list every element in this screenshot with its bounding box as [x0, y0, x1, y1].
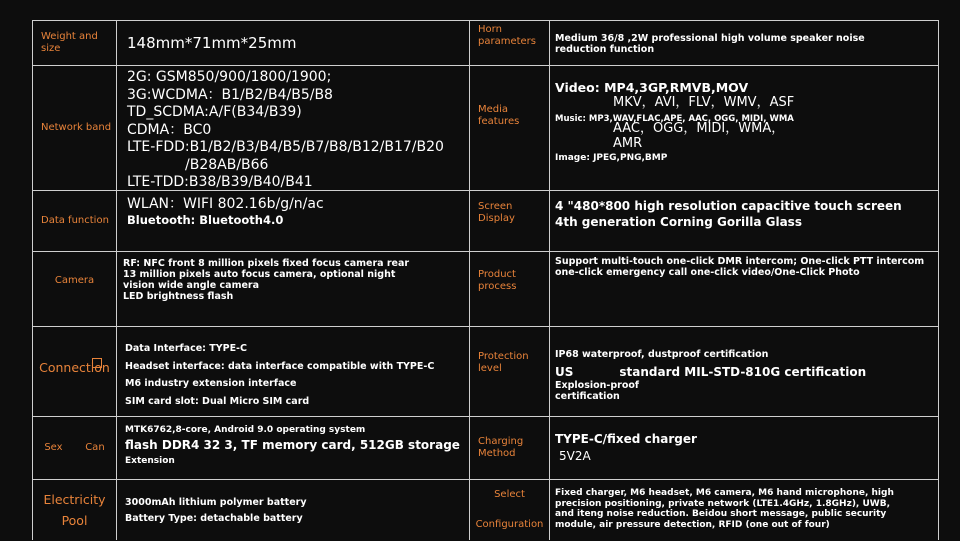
label-screen-display	[470, 191, 549, 235]
value-line: Support multi-touch one-click DMR intercom; One-click PTT intercom	[555, 256, 925, 267]
label-text: Select	[494, 489, 525, 500]
value-connection	[120, 340, 465, 410]
value-line: AMR	[613, 136, 643, 151]
connector-icon	[92, 358, 102, 368]
value-screen-display	[550, 198, 935, 230]
label-text: Connection	[39, 360, 110, 375]
value-line: Music: MP3,WAV,FLAC,APE, AAC, OGG, MIDI, WMA	[555, 114, 794, 124]
label-network-band	[33, 66, 116, 190]
value-line: standard MIL-STD-810G certification	[619, 365, 867, 379]
value-line: 3000mAh lithium polymer battery	[125, 497, 307, 508]
value-line: Medium 36/8 ,2W professional high volume speaker noise reduction function	[555, 33, 865, 55]
label-text: Pool	[61, 513, 88, 528]
value-data-function	[122, 196, 467, 228]
label-text: Weight and size	[41, 31, 98, 54]
value-line: 4th generation Corning Gorilla Glass	[555, 215, 802, 229]
value-line: Video: MP4,3GP,RMVB,MOV	[555, 80, 749, 95]
label-protection-level	[470, 327, 549, 399]
value-line: M6 industry extension interface	[125, 378, 297, 389]
value-network-band	[122, 69, 467, 192]
label-text: Protection level	[478, 351, 529, 374]
value-protection-level	[550, 349, 935, 402]
value-weight-size	[122, 35, 462, 52]
label-text: Can	[85, 442, 105, 453]
value-camera	[118, 258, 418, 302]
value-line: one-click emergency call one-click video/One-Click Photo	[555, 267, 860, 278]
value-line: LTE-TDD:B38/B39/B40/B41	[127, 174, 313, 190]
value-line: LED brightness flash	[123, 291, 234, 302]
label-electricity-pool	[33, 480, 116, 540]
value-product-process	[550, 256, 935, 278]
value-line: Explosion-proof certification	[555, 380, 640, 402]
value-line: IP68 waterproof, dustproof certification	[555, 349, 769, 360]
value-line: TYPE-C/fixed charger	[555, 432, 697, 446]
label-text: Electricity	[43, 492, 106, 507]
label-text: Camera	[54, 275, 95, 286]
label-product-process	[470, 252, 549, 310]
value-line: WLAN：WIFI 802.16b/g/n/ac	[127, 196, 324, 212]
label-charging-method	[470, 417, 549, 479]
value-sex-can	[120, 425, 465, 467]
value-line: CDMA：BC0	[127, 121, 212, 138]
value-line: MTK6762,8-core, Android 9.0 operating system	[125, 425, 366, 435]
label-data-function	[33, 191, 116, 251]
value-line: LTE-FDD:B1/B2/B3/B4/B5/B7/B8/B12/B17/B20	[127, 139, 444, 155]
value-line: 2G: GSM850/900/1800/1900;	[127, 69, 332, 85]
label-text: Charging Method	[478, 436, 524, 459]
value-line: flash DDR4 32 3, TF memory card, 512GB storage	[125, 438, 460, 452]
value-line: 3G:WCDMA：B1/B2/B4/B5/B8	[127, 86, 333, 103]
value-line: TD_SCDMA:A/F(B34/B39)	[127, 104, 302, 120]
value-line: 4 "480*800 high resolution capacitive touch screen	[555, 199, 902, 213]
value-line: Bluetooth: Bluetooth4.0	[127, 213, 284, 227]
label-text: Network band	[41, 122, 112, 133]
label-weight-size	[33, 21, 116, 65]
value-line: MKV，AVI，FLV，WMV，ASF	[613, 95, 795, 110]
value-line: Image: JPEG,PNG,BMP	[555, 153, 668, 163]
value-line: Headset interface: data interface compatible with TYPE-C	[125, 360, 435, 372]
label-text: Media features	[478, 104, 520, 127]
value-charging-method	[550, 431, 935, 465]
label-text: Configuration	[475, 519, 544, 530]
label-text: Horn parameters	[478, 24, 537, 47]
label-connection	[33, 327, 116, 409]
value-line: Fixed charger, M6 headset, M6 camera, M6 hand microphone, high precision positioning, private network (LTE1.4GHz, 1.8GHz), UWB, and iteng noise reduction. Beidou short message, public security module, air pressure detection, RFID (one out of four)	[555, 488, 894, 530]
label-sex-can	[33, 417, 116, 479]
label-media-features	[470, 66, 549, 166]
value-line: RF: NFC front 8 million pixels fixed focus camera rear 13 million pixels auto focus camera, optional night vision wide angle camera	[123, 258, 410, 291]
value-line: AAC，OGG，MIDI，WMA，	[613, 121, 785, 136]
label-text: Sex	[44, 442, 63, 453]
value-line: /B28AB/B66	[185, 156, 269, 173]
value-select-configuration	[550, 488, 895, 530]
value-media-features	[550, 80, 935, 164]
value-line: US	[555, 365, 574, 379]
value-line: Data Interface: TYPE-C	[125, 343, 247, 354]
value-horn-parameters	[550, 33, 880, 55]
value-line: SIM card slot: Dual Micro SIM card	[125, 395, 310, 407]
grid-line	[938, 20, 939, 540]
label-text: Screen Display	[478, 201, 515, 224]
value-electricity-pool	[120, 495, 465, 527]
value-line: 5V2A	[559, 449, 591, 463]
label-text: Product process	[478, 269, 517, 292]
label-select-configuration	[470, 480, 549, 540]
value-line: 148mm*71mm*25mm	[127, 34, 297, 52]
label-camera	[33, 252, 116, 310]
value-line: Battery Type: detachable battery	[125, 513, 303, 524]
label-text: Data function	[41, 215, 109, 226]
value-line: Extension	[125, 456, 175, 466]
label-horn-parameters	[470, 21, 549, 49]
